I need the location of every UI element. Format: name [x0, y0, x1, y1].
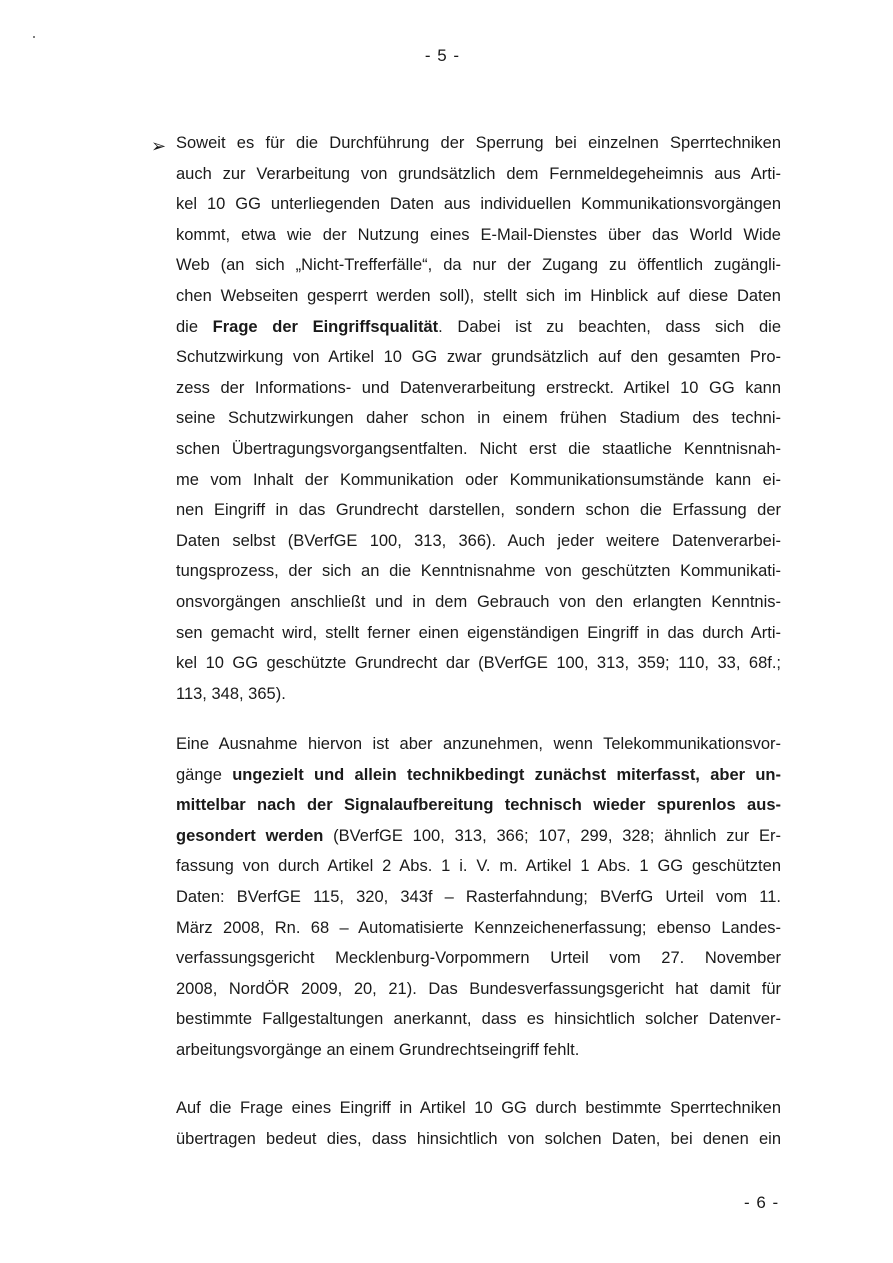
paragraph-exception: [176, 729, 781, 1066]
text-line: zess der Informations- und Datenverarbeitung erstreckt. Artikel 10 GG kann: [176, 378, 781, 397]
text-line: sen gemacht wird, stellt ferner einen eigenständigen Eingriff in das durch Arti-: [176, 623, 781, 642]
text-line: Daten: BVerfGE 115, 320, 343f – Rasterfahndung; BVerfG Urteil vom 11.: [176, 887, 781, 906]
text-line: [176, 312, 781, 343]
text-line: kel 10 GG unterliegenden Daten aus individuellen Kommunikationsvorgängen: [176, 195, 781, 214]
page-number-top: - 5 -: [424, 46, 461, 65]
bold-phrase: mittelbar nach der Signalaufbereitung technisch wieder spurenlos aus-: [176, 796, 781, 815]
text-line: übertragen bedeut dies, dass hinsichtlich von solchen Daten, bei denen ein: [176, 1129, 781, 1148]
text-line: seine Schutzwirkungen daher schon in einem frühen Stadium des techni-: [176, 409, 781, 428]
bold-phrase: gesondert werden: [176, 826, 324, 845]
text-line: März 2008, Rn. 68 – Automatisierte Kennzeichenerfassung; ebenso Landes-: [176, 918, 781, 937]
text-segment: . Dabei ist zu beachten, dass sich die: [438, 317, 782, 336]
text-line: Web (an sich „Nicht-Trefferfälle“, da nur der Zugang zu öffentlich zugängli-: [176, 256, 781, 275]
text-line: Schutzwirkung von Artikel 10 GG zwar grundsätzlich auf den gesamten Pro-: [176, 348, 781, 367]
arrow-bullet-icon: ➢: [151, 136, 167, 156]
text-line: Auf die Frage eines Eingriff in Artikel 10 GG durch bestimmte Sperrtechniken: [176, 1099, 781, 1117]
text-line: Daten selbst (BVerfGE 100, 313, 366). Auch jeder weitere Datenverarbei-: [176, 531, 781, 550]
text-segment: die: [176, 317, 213, 336]
text-line: kommt, etwa wie der Nutzung eines E-Mail-Dienstes über das World Wide: [176, 225, 781, 244]
text-line: [176, 821, 781, 852]
scan-speck: [33, 36, 35, 38]
text-line: auch zur Verarbeitung von grundsätzlich dem Fernmeldegeheimnis aus Arti-: [176, 164, 781, 183]
text-line: 2008, NordÖR 2009, 20, 21). Das Bundesverfassungsgericht hat damit für: [176, 979, 781, 998]
text-line: me vom Inhalt der Kommunikation oder Kommunikationsumstände kann ei-: [176, 470, 781, 489]
bold-phrase: Frage der Eingriffsqualität: [212, 317, 439, 336]
text-line: fassung von durch Artikel 2 Abs. 1 i. V. m. Artikel 1 Abs. 1 GG geschützten: [176, 857, 781, 876]
text-line: schen Übertragungsvorgangsentfalten. Nicht erst die staatliche Kenntnisnah-: [176, 439, 781, 458]
text-line: arbeitungsvorgänge an einem Grundrechtseingriff fehlt.: [176, 1040, 580, 1059]
paragraph-application: [176, 1093, 781, 1154]
text-line: 113, 348, 365).: [176, 684, 286, 703]
text-line: [176, 760, 781, 791]
text-line: Soweit es für die Durchführung der Sperrung bei einzelnen Sperrtechniken: [176, 134, 781, 152]
text-line: verfassungsgericht Mecklenburg-Vorpommern Urteil vom 27. November: [176, 949, 781, 968]
paragraph-bullet: [176, 128, 781, 709]
text-line: onsvorgängen anschließt und in dem Gebrauch von den erlangten Kenntnis-: [176, 592, 781, 611]
text-line: Eine Ausnahme hiervon ist aber anzunehmen, wenn Telekommunikationsvor-: [176, 735, 781, 753]
text-line: nen Eingriff in das Grundrecht darstellen, sondern schon die Erfassung der: [176, 501, 781, 520]
text-segment: (BVerfGE 100, 313, 366; 107, 299, 328; ähnlich zur Er-: [323, 826, 781, 845]
page-number-next: - 6 -: [744, 1193, 780, 1212]
text-line: bestimmte Fallgestaltungen anerkannt, dass es hinsichtlich solcher Datenver-: [176, 1010, 781, 1029]
text-line: [176, 790, 781, 821]
text-line: chen Webseiten gesperrt werden soll), stellt sich im Hinblick auf diese Daten: [176, 286, 781, 305]
text-line: tungsprozess, der sich an die Kenntnisnahme von geschützten Kommunikati-: [176, 562, 781, 581]
bold-phrase: ungezielt und allein technikbedingt zunächst miterfasst, aber un-: [232, 765, 781, 784]
text-line: kel 10 GG geschützte Grundrecht dar (BVerfGE 100, 313, 359; 110, 33, 68f.;: [176, 654, 781, 673]
text-segment: gänge: [176, 765, 233, 784]
